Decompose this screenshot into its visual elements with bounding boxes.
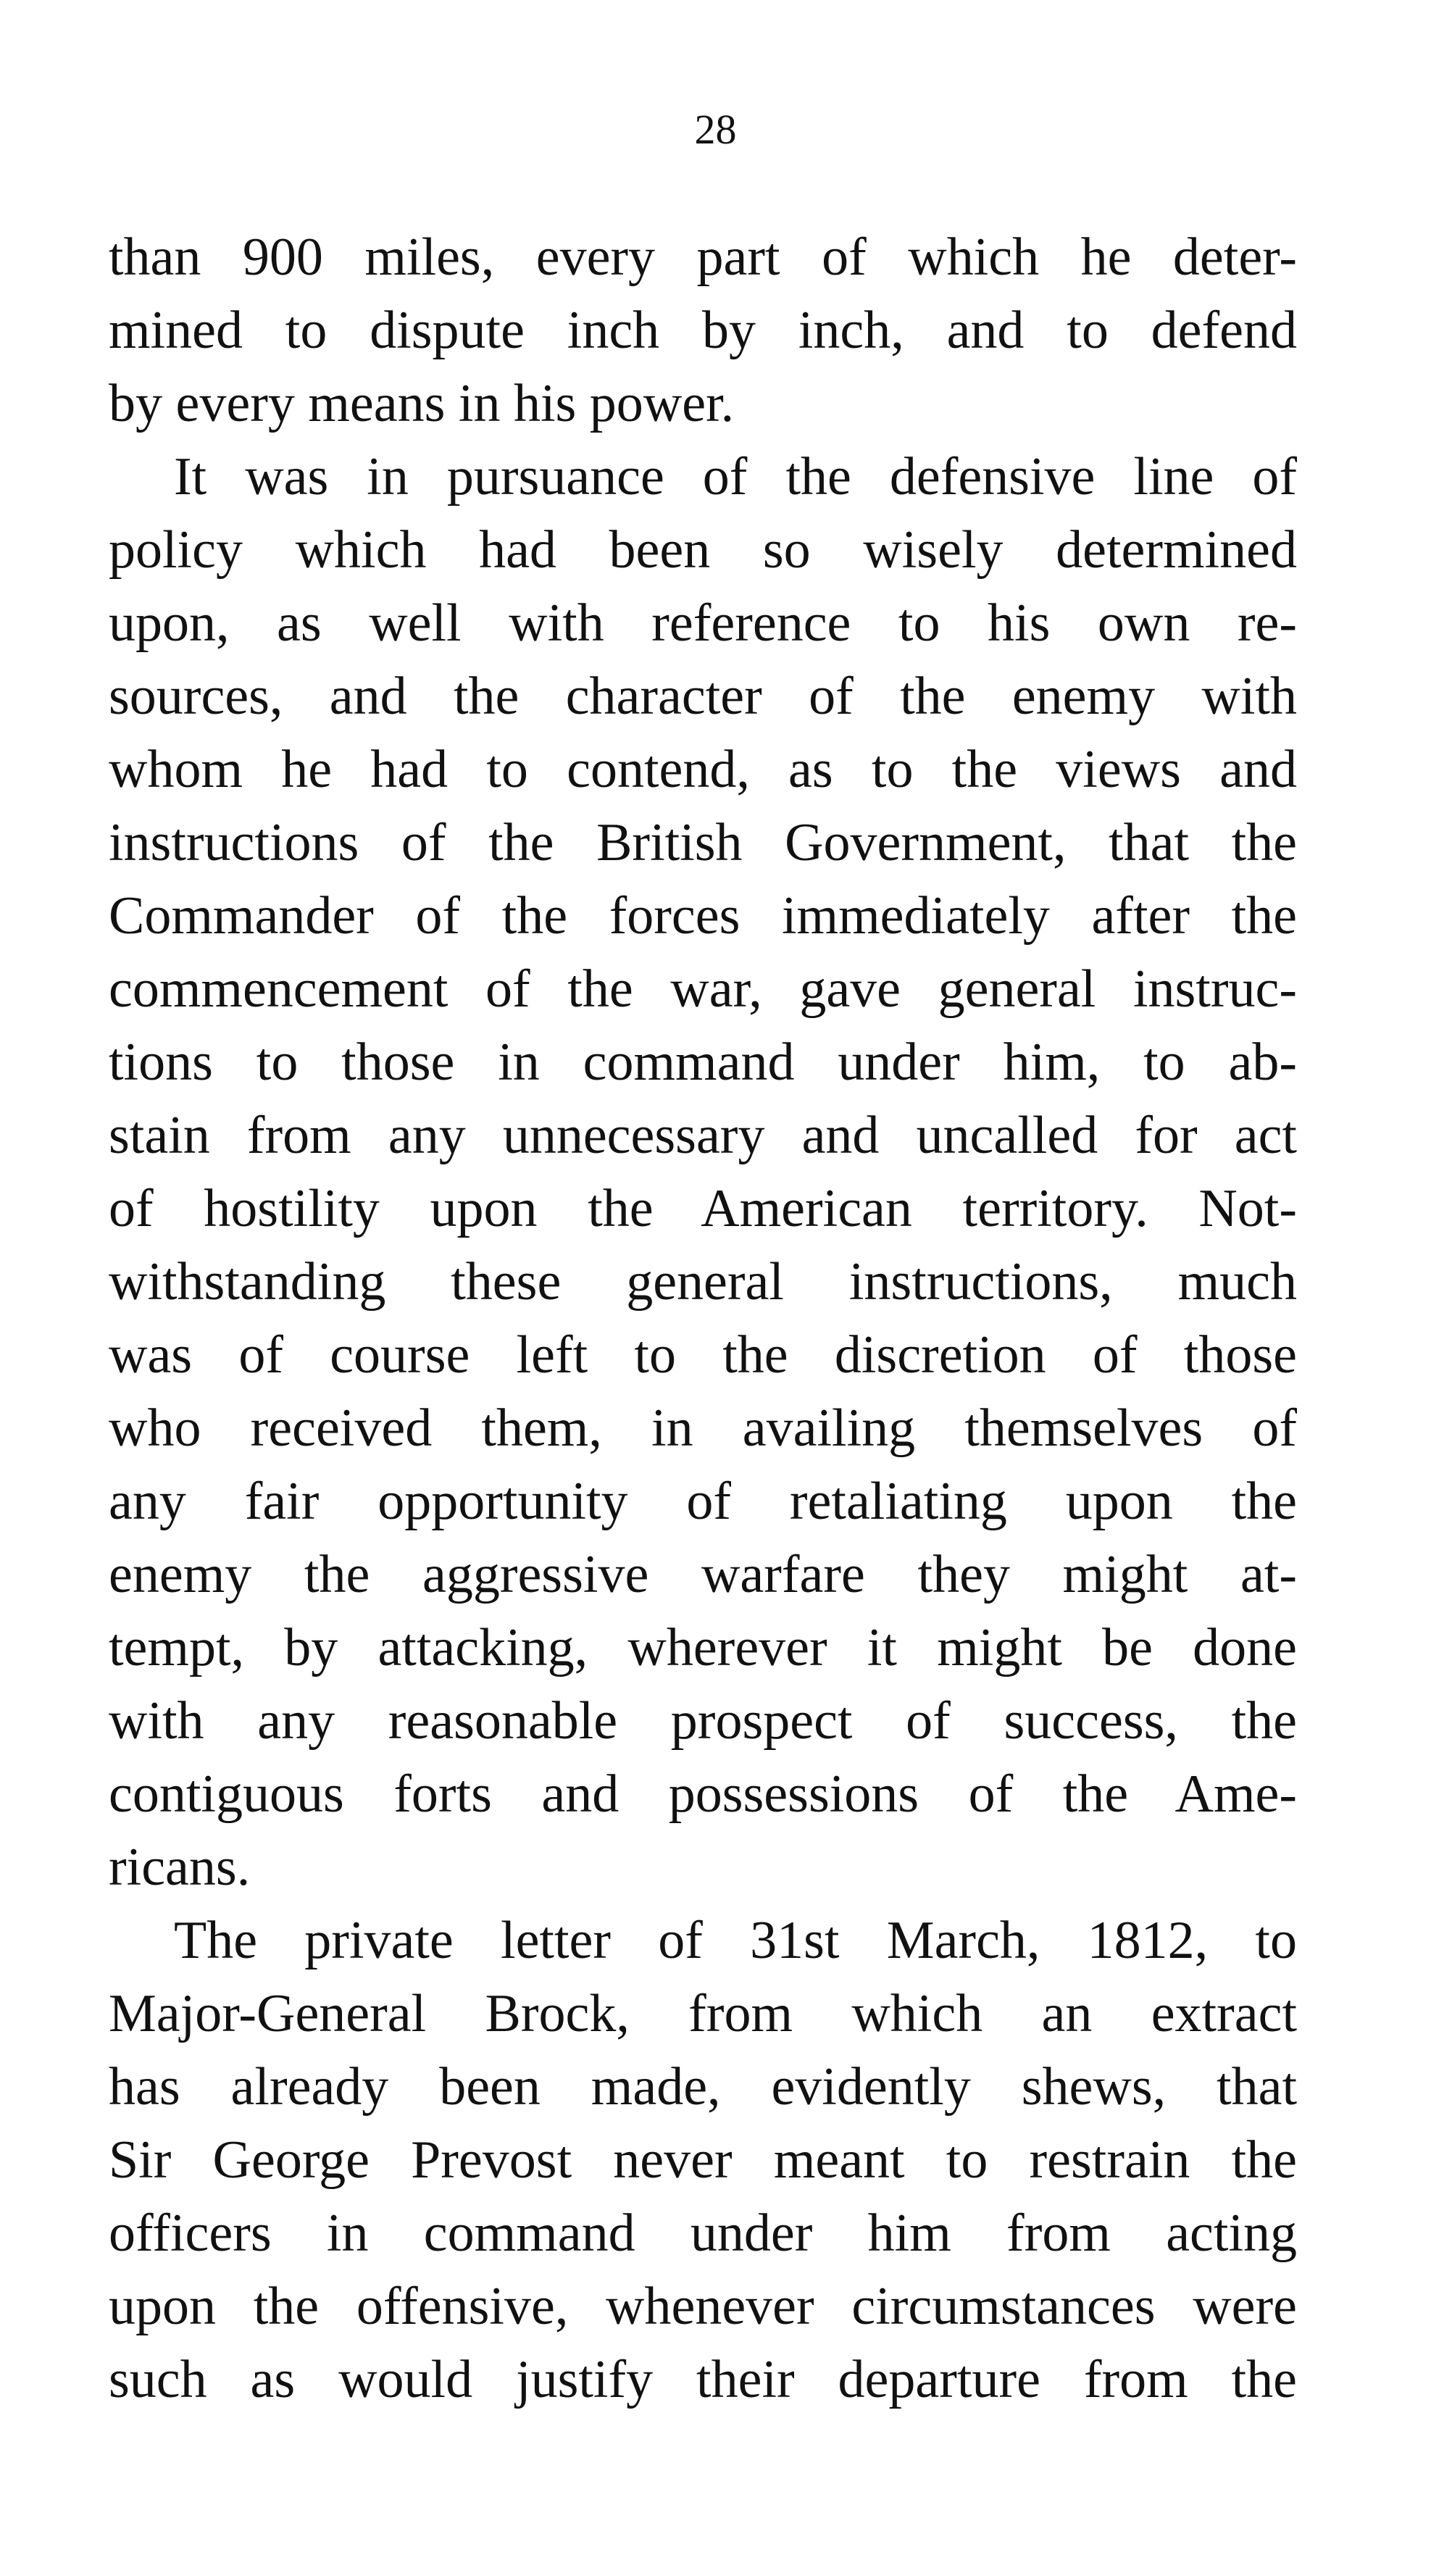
- text-line: The private letter of 31st March, 1812, to: [174, 1911, 1297, 1970]
- text-line: tempt, by attacking, wherever it might be done: [109, 1618, 1297, 1677]
- text-line: withstanding these general instructions, much: [109, 1252, 1297, 1312]
- text-line: by every means in his power.: [109, 374, 735, 433]
- text-line: has already been made, evidently shews, that: [109, 2057, 1297, 2117]
- text-line: such as would justify their departure from the: [109, 2350, 1297, 2409]
- text-line: policy which had been so wisely determined: [109, 520, 1297, 580]
- text-line: stain from any unnecessary and uncalled for act: [109, 1106, 1297, 1165]
- text-line: Sir George Prevost never meant to restrain the: [109, 2130, 1297, 2190]
- text-line: any fair opportunity of retaliating upon the: [109, 1472, 1297, 1531]
- text-line: mined to dispute inch by inch, and to defend: [109, 301, 1297, 360]
- text-line: ricans.: [109, 1838, 251, 1897]
- page-number: 28: [694, 106, 737, 153]
- text-line: was of course left to the discretion of those: [109, 1325, 1297, 1385]
- text-line: commencement of the war, gave general instruc-: [109, 959, 1297, 1019]
- text-line: who received them, in availing themselves of: [109, 1399, 1297, 1458]
- body-text: [109, 221, 1297, 2417]
- text-line: tions to those in command under him, to ab-: [109, 1033, 1297, 1092]
- text-line: with any reasonable prospect of success, the: [109, 1691, 1297, 1751]
- text-line: It was in pursuance of the defensive line of: [174, 447, 1297, 507]
- text-line: instructions of the British Government, that the: [109, 813, 1297, 872]
- text-line: of hostility upon the American territory. Not-: [109, 1179, 1297, 1238]
- text-line: Commander of the forces immediately after the: [109, 886, 1297, 946]
- text-line: upon, as well with reference to his own re-: [109, 593, 1297, 653]
- text-line: sources, and the character of the enemy with: [109, 667, 1297, 726]
- text-line: whom he had to contend, as to the views and: [109, 740, 1297, 799]
- text-line: upon the offensive, whenever circumstances were: [109, 2277, 1297, 2336]
- text-line: Major-General Brock, from which an extract: [109, 1984, 1297, 2043]
- text-line: officers in command under him from acting: [109, 2204, 1297, 2263]
- text-line: than 900 miles, every part of which he deter-: [109, 228, 1297, 287]
- text-line: contiguous forts and possessions of the Ame-: [109, 1764, 1297, 1824]
- text-line: enemy the aggressive warfare they might at-: [109, 1545, 1297, 1604]
